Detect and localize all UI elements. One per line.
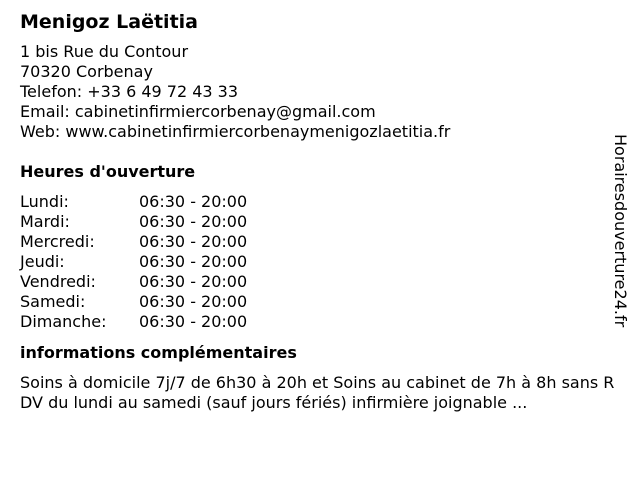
business-card (20, 10, 630, 413)
hours-row-saturday (20, 292, 630, 312)
hours-time: 06:30 - 20:00 (139, 192, 248, 211)
hours-table (20, 192, 630, 332)
hours-day: Vendredi: (20, 272, 96, 291)
email-line[interactable]: Email: cabinetinfirmiercorbenay@gmail.com (20, 102, 376, 121)
hours-day: Dimanche: (20, 312, 107, 331)
hours-heading: Heures d'ouverture (20, 162, 196, 181)
hours-row-monday (20, 192, 630, 212)
hours-day: Samedi: (20, 292, 86, 311)
hours-row-thursday (20, 252, 630, 272)
hours-day: Jeudi: (20, 252, 65, 271)
info-heading: informations complémentaires (20, 343, 297, 362)
address-street: 1 bis Rue du Contour (20, 42, 189, 61)
business-name: Menigoz Laëtitia (20, 11, 198, 33)
hours-time: 06:30 - 20:00 (139, 272, 248, 291)
hours-row-wednesday (20, 232, 630, 252)
web-line[interactable]: Web: www.cabinetinfirmiercorbenaymenigozlaetitia.fr (20, 122, 451, 141)
hours-row-tuesday (20, 212, 630, 232)
hours-day: Mardi: (20, 212, 70, 231)
hours-row-sunday (20, 312, 630, 332)
hours-time: 06:30 - 20:00 (139, 292, 248, 311)
address-city: 70320 Corbenay (20, 62, 153, 81)
hours-time: 06:30 - 20:00 (139, 212, 248, 231)
hours-time: 06:30 - 20:00 (139, 232, 248, 251)
info-text: Soins à domicile 7j/7 de 6h30 à 20h et Soins au cabinet de 7h à 8h sans RDV du lundi au samedi (sauf jours fériés) infirmière joignable ... (20, 373, 615, 412)
site-watermark: Horairesdouverture24.fr (611, 134, 630, 328)
hours-time: 06:30 - 20:00 (139, 252, 248, 271)
hours-day: Mercredi: (20, 232, 95, 251)
hours-time: 06:30 - 20:00 (139, 312, 248, 331)
hours-row-friday (20, 272, 630, 292)
phone-line[interactable]: Telefon: +33 6 49 72 43 33 (20, 82, 239, 101)
hours-day: Lundi: (20, 192, 69, 211)
